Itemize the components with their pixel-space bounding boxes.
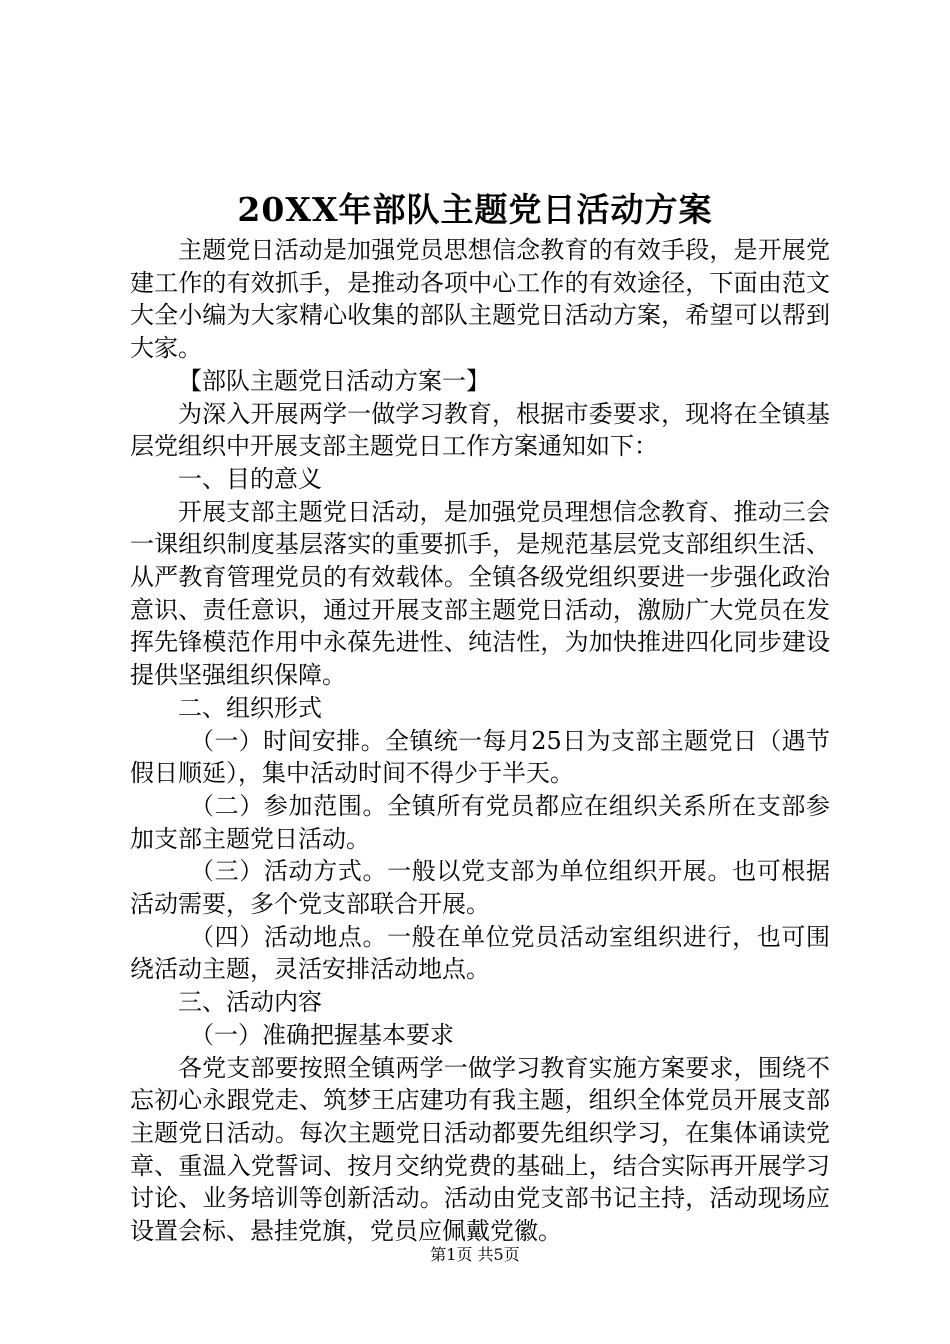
page-footer: 第1页 共5页 xyxy=(430,1245,520,1264)
plan-heading: 【部队主题党日活动方案一】 xyxy=(178,366,490,395)
section-heading-form: 二、组织形式 xyxy=(178,693,322,722)
form-item-time: （一）时间安排。全镇统一每月25日为支部主题党日（遇节假日顺延），集中活动时间不得少于半天。 xyxy=(130,726,830,788)
notice-paragraph: 为深入开展两学一做学习教育，根据市委要求，现将在全镇基层党组织中开展支部主题党日工作方案通知如下： xyxy=(130,399,830,461)
content-paragraph: 各党支部要按照全镇两学一做学习教育实施方案要求，围绕不忘初心永跟党走、筑梦王店建功有我主题，组织全体党员开展支部主题党日活动。每次主题党日活动都要先组织学习，在集体诵读党章、重温入党誓词、按月交纳党费的基础上，结合实际再开展学习讨论、业务培训等创新活动。活动由党支部书记主持，活动现场应设置会标、悬挂党旗，党员应佩戴党徽。 xyxy=(130,1053,830,1246)
document-title: 20XX年部队主题党日活动方案 xyxy=(237,190,713,229)
form-item-location: （四）活动地点。一般在单位党员活动室组织进行，也可围绕活动主题，灵活安排活动地点。 xyxy=(130,922,830,984)
document-body xyxy=(130,234,830,1248)
purpose-paragraph: 开展支部主题党日活动，是加强党员理想信念教育、推动三会一课组织制度基层落实的重要抓手，是规范基层党支部组织生活、从严教育管理党员的有效载体。全镇各级党组织要进一步强化政治意识、责任意识，通过开展支部主题党日活动，激励广大党员在发挥先锋模范作用中永葆先进性、纯洁性，为加快推进四化同步建设提供坚强组织保障。 xyxy=(130,497,830,690)
content-subheading: （一）准确把握基本要求 xyxy=(190,1020,454,1049)
intro-paragraph: 主题党日活动是加强党员思想信念教育的有效手段，是开展党建工作的有效抓手，是推动各项中心工作的有效途径，下面由范文大全小编为大家精心收集的部队主题党日活动方案，希望可以帮到大家。 xyxy=(130,236,830,363)
form-item-method: （三）活动方式。一般以党支部为单位组织开展。也可根据活动需要，多个党支部联合开展。 xyxy=(130,857,830,919)
section-heading-purpose: 一、目的意义 xyxy=(178,464,322,493)
section-heading-content: 三、活动内容 xyxy=(178,988,322,1017)
form-item-scope: （二）参加范围。全镇所有党员都应在组织关系所在支部参加支部主题党日活动。 xyxy=(130,791,830,853)
